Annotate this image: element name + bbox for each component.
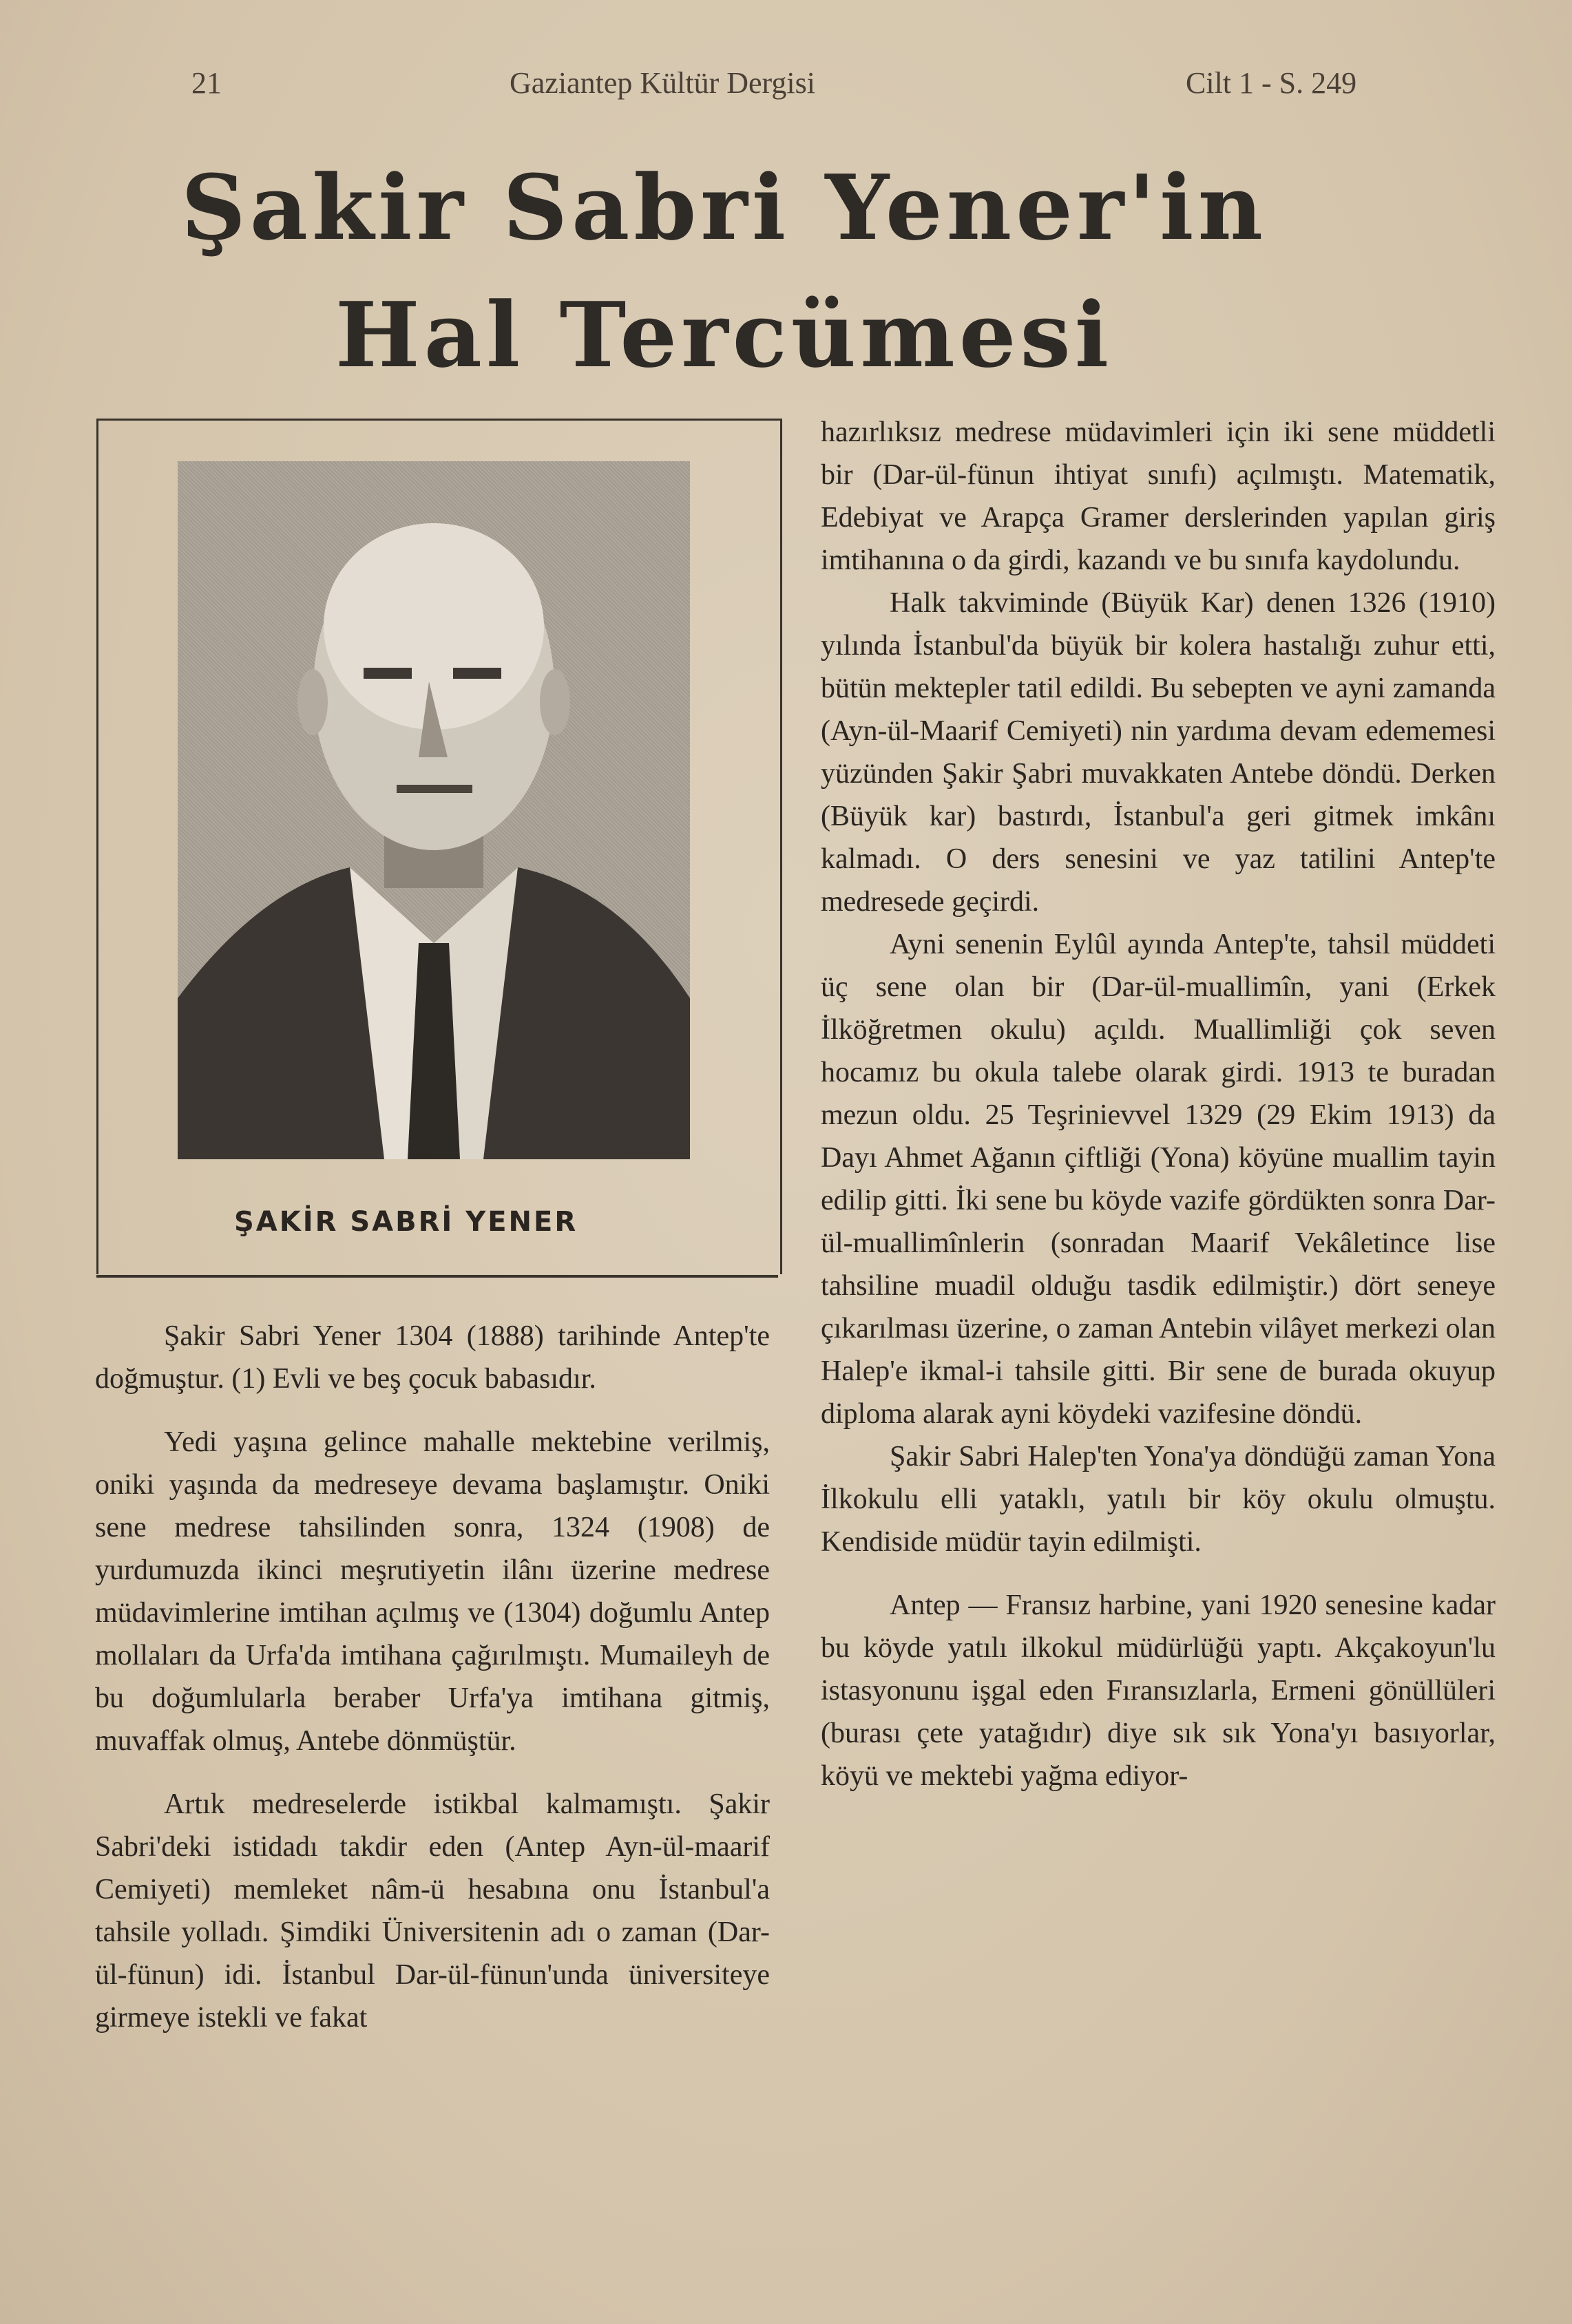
paragraph: Ayni senenin Eylûl ayında Antep'te, tahsil müddeti üç sene olan bir (Dar-ül-muallimîn, yani (Erkek İlköğretmen okulu) açıldı. Muallimliği çok seven hocamız bu okula talebe olarak girdi. 1913 te buradan mezun oldu. 25 Teşrinievvel 1329 (29 Ekim 1913) da Dayı Ahmet Ağanın çiftliği (Yona) köyüne muallim tayin edilip gitti. İki sene bu köyde vazife gördükten sonra Dar-ül-muallimînlerin (sonradan Maarif Vekâletince lise tahsiline muadil olduğu tasdik edilmiştir.) dört seneye çıkarılması üzerine, o zaman Antebin vilâyet merkezi olan Halep'e ikmal-i tahsile gitti. Bir sene de burada okuyup diploma alarak ayni köydeki vazifesine döndü. xyxy=(821,929,1496,1430)
article-title-line-2: Hal Tercümesi xyxy=(335,282,1113,388)
journal-name: Gaziantep Kültür Dergisi xyxy=(510,66,815,100)
paragraph: Yedi yaşına gelince mahalle mektebine verilmiş, oniki yaşında da medreseye devama başlamıştır. Oniki sene medrese tahsilinden sonra, 1324 (1908) de yurdumuzda ikinci meşrutiyetin ilânı üzerine medrese müdavimlerine imtihan açılmış ve (1304) doğumlu Antep mollaları da Urfa'da imtihana çağırılmıştı. Mumaileyh de bu doğumlularla beraber Urfa'ya imtihana gitmiş, muvaffak olmuş, Antebe dönmüştür. xyxy=(95,1426,770,1757)
photo-caption: ŞAKİR SABRİ YENER xyxy=(234,1206,578,1238)
paragraph: Şakir Sabri Halep'ten Yona'ya döndüğü zaman Yona İlkokulu elli yataklı, yatılı bir köy okulu olmuştu. Kendiside müdür tayin edilmişti. xyxy=(821,1441,1496,1558)
page-number: 21 xyxy=(191,66,222,100)
paragraph: Şakir Sabri Yener 1304 (1888) tarihinde Antep'te doğmuştur. (1) Evli ve beş çocuk babasıdır. xyxy=(95,1320,770,1395)
paragraph: Artık medreselerde istikbal kalmamıştı. Şakir Sabri'deki istidadı takdir eden (Antep Ayn-ül-maarif Cemiyeti) memleket nâm-ü hesabına onu İstanbul'a tahsile yolladı. Şimdiki Üniversitenin adı o zaman (Dar-ül-fünun) idi. İstanbul Dar-ül-fünun'unda üniversiteye girmeye istekli ve fakat xyxy=(95,1788,770,2034)
portrait-photo xyxy=(178,461,690,1159)
portrait-image xyxy=(178,461,690,1159)
right-column xyxy=(821,411,1496,1797)
paragraph: hazırlıksız medrese müdavimleri için iki sene müddetli bir (Dar-ül-fünun ihtiyat sınıfı) açılmıştı. Matematik, Edebiyat ve Arapça Gramer derslerinden yapılan giriş imtihanına o da girdi, kazandı ve bu sınıfa kaydolundu. xyxy=(821,416,1496,576)
running-header xyxy=(0,65,1572,114)
photo-bottom-rule xyxy=(96,1275,778,1278)
paragraph: Halk takviminde (Büyük Kar) denen 1326 (1910) yılında İstanbul'da büyük bir kolera hastalığı zuhur etti, bütün mektepler tatil edildi. Bu sebepten ve ayni zamanda (Ayn-ül-Maarif Cemiyeti) nin yardıma devam edememesi yüzünden Şakir Şabri muvakkaten Antebe döndü. Derken (Büyük kar) bastırdı, İstanbul'a geri gitmek imkânı kalmadı. O ders senesini ve yaz tatilini Antep'te medresede geçirdi. xyxy=(821,587,1496,918)
left-column xyxy=(95,1315,770,2039)
volume-issue: Cilt 1 - S. 249 xyxy=(1186,66,1357,100)
article-title-line-1: Şakir Sabri Yener'in xyxy=(180,155,1268,260)
paragraph: Antep — Fransız harbine, yani 1920 senesine kadar bu köyde yatılı ilkokul müdürlüğü yaptı. Akçakoyun'lu istasyonunu işgal eden Fıransızlarla, Ermeni gönüllüleri (burası çete yatağıdır) diye sık sık Yona'yı basıyorlar, köyü ve mektebi yağma ediyor- xyxy=(821,1589,1496,1792)
